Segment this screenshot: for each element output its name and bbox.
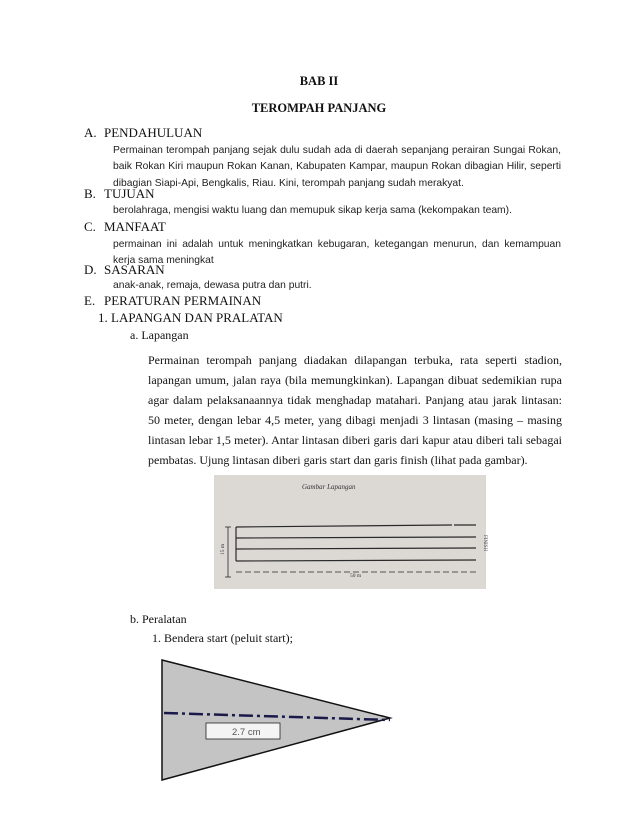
section-a-body: Permainan terompah panjang sejak dulu sudah ada di daerah sepanjang perairan Sungai Rokan, baik Rokan Kiri maupun Rokan Kanan, Kabupaten Kampar, maupun Rokan dibagian Hilir, seperti dibagian Siapi-Api, Bengkalis, Riau. Kini, terompah panjang sudah merakyat.: [113, 145, 561, 189]
section-a-heading: [84, 125, 202, 141]
section-e-heading: [84, 293, 261, 309]
section-letter: C.: [84, 219, 96, 234]
section-letter: B.: [84, 186, 96, 201]
page-title: TEROMPAH PANJANG: [251, 101, 387, 115]
section-c-body: permainan ini adalah untuk meningkatkan kebugaran, ketegangan menurun, dan kemampuan kerja sama meningkat: [113, 239, 561, 267]
section-d-heading: [84, 262, 165, 278]
flag-diagram: [162, 660, 402, 790]
section-title: SASARAN: [104, 262, 165, 277]
chapter-heading: BAB II: [299, 74, 339, 88]
lapangan-label: a. Lapangan: [130, 328, 189, 342]
field-diagram-image: [214, 475, 486, 589]
section-letter: E.: [84, 293, 96, 308]
section-b-body: berolahraga, mengisi waktu luang dan memupuk sikap kerja sama (kekompakan team).: [113, 205, 512, 216]
flag-triangle: [162, 660, 390, 780]
section-letter: D.: [84, 262, 97, 277]
section-title: PENDAHULUAN: [104, 125, 203, 140]
section-title: MANFAAT: [104, 219, 166, 234]
figure-caption: Gambar Lapangan: [302, 483, 356, 491]
length-label: 50 m: [350, 573, 362, 579]
peralatan-item-1: 1. Bendera start (peluit start);: [152, 631, 293, 645]
measure-label: 2.7 cm: [232, 727, 261, 738]
finish-label: FINISH: [482, 535, 487, 552]
section-title: PERATURAN PERMAINAN: [104, 293, 262, 308]
section-b-heading: [84, 186, 155, 202]
width-label: 15 m: [220, 543, 226, 555]
section-d-body: anak-anak, remaja, dewasa putra dan putri.: [113, 280, 312, 291]
peralatan-label: b. Peralatan: [130, 612, 187, 626]
subsection-lapangan-pralatan: 1. LAPANGAN DAN PRALATAN: [98, 310, 283, 325]
lapangan-paragraph: Permainan terompah panjang diadakan dilapangan terbuka, rata seperti stadion, lapangan umum, jalan raya (bila memungkinkan). Lapangan dibuat sedemikian rupa agar dalam pelaksanaannya tidak menghadap matahari. Panjang atau jarak lintasan: 50 meter, dengan lebar 4,5 meter, yang dibagi menjadi 3 lintasan (masing – masing lintasan lebar 1,5 meter). Antar lintasan diberi garis dari kapur atau diberi tali sebagai pembatas. Ujung lintasan diberi garis start dan garis finish (lihat pada gambar).: [148, 353, 562, 467]
section-letter: A.: [84, 125, 97, 140]
section-title: TUJUAN: [104, 186, 155, 201]
section-c-heading: [84, 219, 166, 235]
